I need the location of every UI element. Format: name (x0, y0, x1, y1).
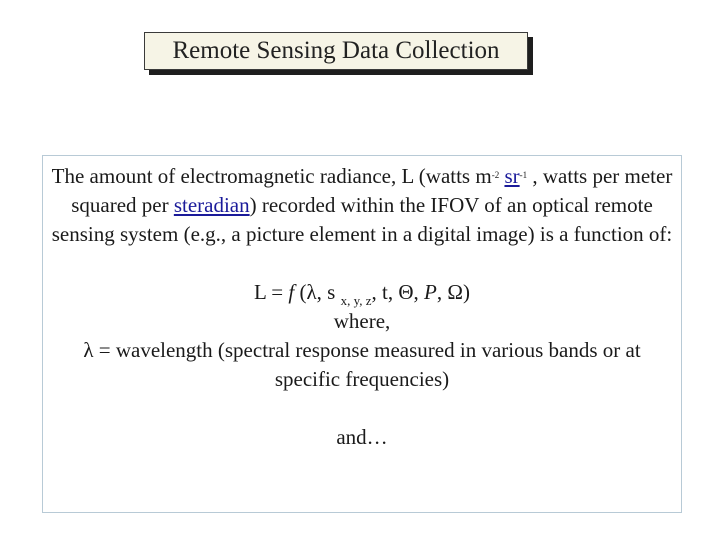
equation-lhs: L = (254, 280, 289, 304)
equation-subscript: x, y, z (340, 293, 372, 308)
slide-title-text: Remote Sensing Data Collection (172, 37, 500, 64)
sr-link[interactable]: sr (504, 164, 520, 188)
where-line: where, (333, 309, 391, 333)
intro-text-4: ) recorded within the IFOV of an optical remote sensing system (e.g., a picture element in a digital image) is a function of: (51, 193, 673, 246)
intro-text-1: The amount of electromagnetic radiance, L (watts m (51, 164, 492, 188)
lambda-definition: λ = wavelength (spectral response measured in various bands or at specific frequencies) (83, 338, 641, 391)
slide-title (144, 32, 528, 70)
equation-p: P (424, 280, 437, 304)
equation-open: (λ, s (294, 280, 341, 304)
spacer (51, 249, 673, 278)
superscript-m: -2 (491, 170, 500, 180)
equation-line (51, 278, 673, 307)
equation-end: , Ω) (436, 280, 470, 304)
steradian-link[interactable]: steradian (173, 193, 250, 217)
equation-mid: , t, Θ, (371, 280, 425, 304)
and-line: and… (336, 425, 388, 449)
superscript-sr: -1 (519, 170, 528, 180)
spacer (51, 394, 673, 423)
content-box (42, 155, 682, 513)
intro-text-3: , watts per meter squared per (71, 164, 673, 217)
intro-paragraph (51, 162, 673, 249)
equation-f: f (288, 280, 295, 304)
